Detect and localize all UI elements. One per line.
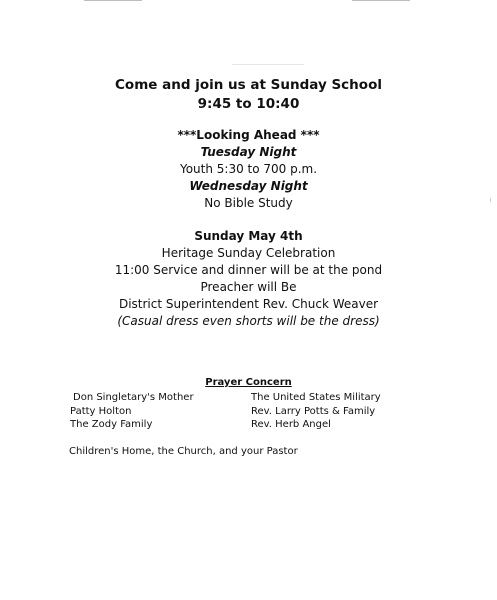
event-name: Heritage Sunday Celebration [161, 246, 336, 260]
event-service: 11:00 Service and dinner will be at the pond [114, 263, 383, 277]
wednesday-label: Wednesday Night [189, 179, 308, 193]
event-preacher-intro: Preacher will Be [200, 280, 297, 294]
event-preacher: District Superintendent Rev. Chuck Weaver [118, 297, 379, 311]
scan-edge-mark [232, 64, 304, 65]
prayer-item: Patty Holton [70, 405, 132, 417]
prayer-item: Rev. Herb Angel [251, 419, 331, 430]
sunday-event-section [0, 228, 497, 330]
scan-edge-mark [84, 0, 142, 1]
sunday-school-invite: Come and join us at Sunday School [115, 77, 382, 93]
tuesday-label: Tuesday Night [200, 145, 297, 159]
prayer-list-left [70, 391, 194, 432]
prayer-concern-heading: Prayer Concern [205, 377, 292, 388]
tuesday-detail: Youth 5:30 to 700 p.m. [179, 162, 318, 176]
event-dress-note: (Casual dress even shorts will be the dress) [117, 314, 380, 328]
prayer-item: The Zody Family [70, 419, 153, 430]
prayer-list-right [251, 391, 381, 432]
looking-ahead-heading: ***Looking Ahead *** [177, 128, 320, 142]
prayer-footer: Children's Home, the Church, and your Pastor [69, 446, 298, 457]
prayer-item: Don Singletary's Mother [73, 392, 194, 403]
sunday-school-time: 9:45 to 10:40 [197, 96, 300, 112]
sunday-school-announcement [0, 76, 497, 114]
event-date: Sunday May 4th [194, 229, 303, 243]
wednesday-detail: No Bible Study [204, 196, 293, 210]
prayer-item: Rev. Larry Potts & Family [251, 405, 376, 417]
prayer-item: The United States Military [251, 392, 381, 403]
scan-edge-mark [352, 0, 410, 1]
looking-ahead-section [0, 127, 497, 212]
